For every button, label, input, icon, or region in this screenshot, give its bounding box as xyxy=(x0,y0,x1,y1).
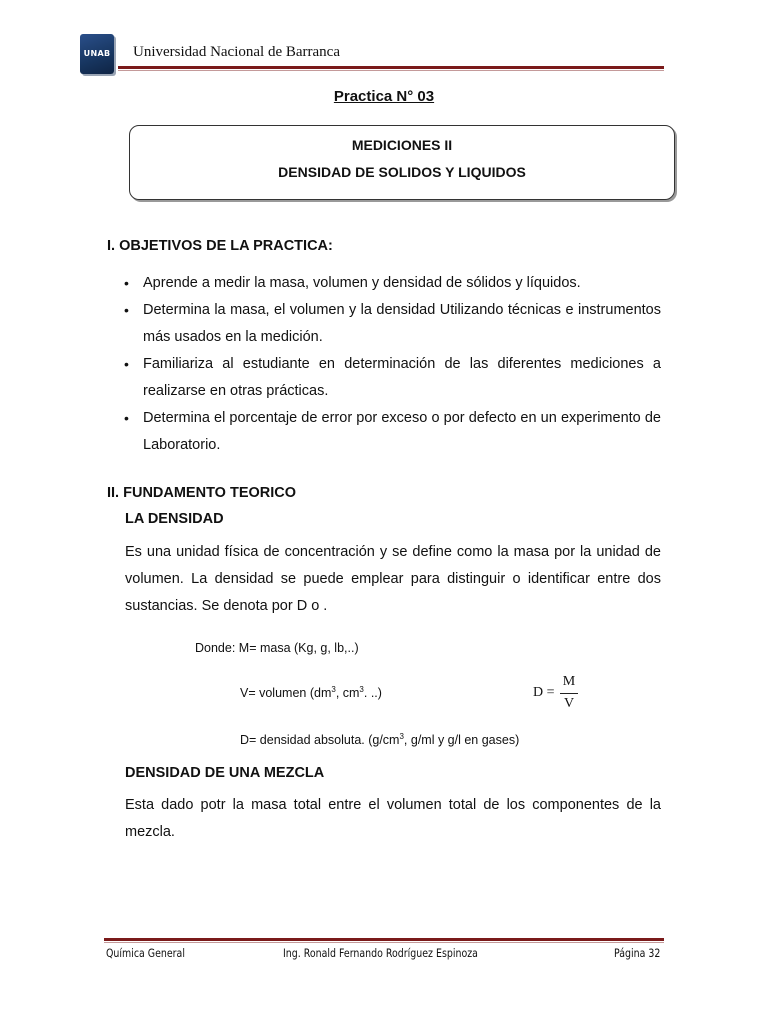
list-item: • Determina el porcentaje de error por exceso o por defecto en un experimento de Laboratorio. xyxy=(143,405,661,459)
box-title-line1: MEDICIONES II xyxy=(351,137,453,153)
header-rule xyxy=(118,66,664,69)
formula-densidad xyxy=(240,732,519,747)
box-title-line2: DENSIDAD DE SOLIDOS Y LIQUIDOS xyxy=(278,164,526,180)
formula-volumen-pre: V= volumen (dm xyxy=(240,686,332,701)
header-rule-thin xyxy=(118,70,664,71)
mezcla-heading: DENSIDAD DE UNA MEZCLA xyxy=(125,765,325,781)
equation-lhs: D = xyxy=(533,685,555,700)
formula-donde: Donde: M= masa (Kg, g, lb,..) xyxy=(195,641,359,655)
footer-page-number: Página 32 xyxy=(614,946,661,960)
objectives-list-wrapper xyxy=(143,270,661,459)
mezcla-paragraph: Esta dado potr la masa total entre el volumen total de los componentes de la mezcla. xyxy=(125,797,661,840)
list-item: • Determina la masa, el volumen y la densidad Utilizando técnicas e instrumentos más usados en la medición. xyxy=(143,297,661,351)
equation-denominator: V xyxy=(563,696,575,711)
formula-sup-1: 3 xyxy=(331,685,336,694)
footer-author: Ing. Ronald Fernando Rodríguez Espinoza xyxy=(283,946,478,960)
formula-sup-2: 3 xyxy=(359,685,364,694)
formula-densidad-pre: D= densidad absoluta. (g/cm xyxy=(240,733,400,748)
list-item: • Familiariza al estudiante en determinación de las diferentes mediciones a realizarse en otras prácticas. xyxy=(143,351,661,405)
formula-volumen-post: . ..) xyxy=(363,686,382,701)
densidad-subheading: LA DENSIDAD xyxy=(125,511,224,527)
footer-course: Química General xyxy=(106,946,185,960)
fraction-bar xyxy=(560,693,578,694)
page-title xyxy=(0,88,768,105)
university-logo: UNAB xyxy=(80,34,114,74)
density-equation xyxy=(533,674,593,714)
footer-rule xyxy=(104,938,664,941)
formula-volumen-mid: , cm xyxy=(335,686,360,701)
page-title-text: Practica N° 03 xyxy=(333,88,435,105)
list-item: • Aprende a medir la masa, volumen y densidad de sólidos y líquidos. xyxy=(143,270,661,297)
section-objectives-heading: I. OBJETIVOS DE LA PRACTICA: xyxy=(107,238,333,254)
formula-volumen xyxy=(240,685,382,700)
equation-numerator: M xyxy=(562,674,576,689)
university-name: Universidad Nacional de Barranca xyxy=(133,44,340,60)
objectives-list xyxy=(143,270,661,459)
formula-sup-3: 3 xyxy=(399,732,404,741)
formula-densidad-post: , g/ml y g/l en gases) xyxy=(403,733,520,748)
section-fundamento-heading: II. FUNDAMENTO TEORICO xyxy=(107,485,297,501)
densidad-paragraph: Es una unidad física de concentración y se define como la masa por la unidad de volumen. La densidad se puede emplear para distinguir o identificar entre dos sustancias. Se denota por D o . xyxy=(125,544,661,614)
footer-rule-thin xyxy=(104,942,664,943)
